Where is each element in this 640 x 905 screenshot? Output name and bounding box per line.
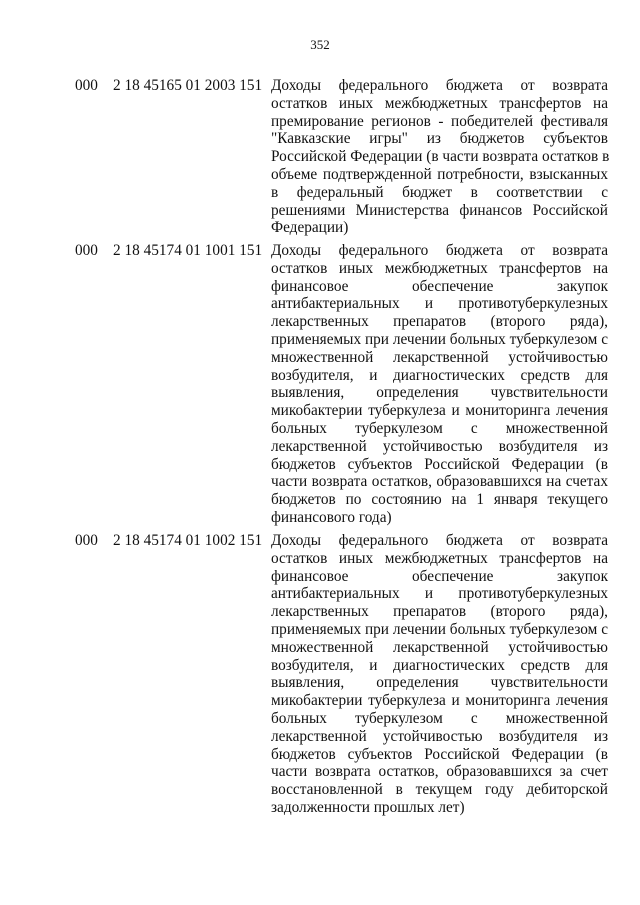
description-line: в федеральный бюджет в соответствии с [271, 183, 608, 201]
description-line: финансового года) [271, 508, 392, 526]
description-line: микобактерии туберкулеза и мониторинга лечения [271, 402, 608, 420]
entry-description [271, 532, 608, 817]
admin-code: 000 [75, 242, 98, 259]
description-line: выявления, определения чувствительности [271, 674, 608, 692]
admin-code: 000 [75, 77, 98, 94]
description-line: множественной лекарственной устойчивостью [271, 348, 608, 366]
description-line: множественной лекарственной устойчивостью [271, 638, 608, 656]
description-line: антибактериальных и противотуберкулезных [271, 295, 608, 313]
description-line: финансовое обеспечение закупок [271, 567, 608, 585]
description-line: бюджетов субъектов Российской Федерации (в [271, 745, 608, 763]
description-line: лекарственной устойчивостью возбудителя из [271, 727, 608, 745]
description-line: остатков иных межбюджетных трансфертов на [271, 549, 608, 567]
description-line: решениями Министерства финансов Российской [271, 201, 608, 219]
description-line: Российской Федерации (в части возврата остатков в [271, 148, 610, 166]
description-line: микобактерии туберкулеза и мониторинга лечения [271, 692, 608, 710]
description-line: выявления, определения чувствительности [271, 384, 608, 402]
description-line: лекарственных препаратов (второго ряда), [271, 313, 608, 331]
description-line: бюджетов субъектов Российской Федерации (в [271, 455, 608, 473]
description-line: больных туберкулезом с множественной [271, 709, 608, 727]
description-line: применяемых при лечении больных туберкулезом с [271, 330, 608, 348]
admin-code: 000 [75, 532, 98, 549]
description-line: возбудителя, и диагностических средств для [271, 366, 608, 384]
description-line: Федерации) [271, 219, 349, 237]
description-line: лекарственной устойчивостью возбудителя из [271, 437, 608, 455]
page-number: 352 [310, 37, 330, 52]
description-line: задолженности прошлых лет) [271, 798, 465, 816]
entry-description [271, 77, 608, 237]
description-line: объеме подтвержденной потребности, взысканных [271, 165, 608, 183]
description-line: премирование регионов - победителей фестиваля [271, 112, 608, 130]
kbk-code: 2 18 45174 01 1002 151 [113, 532, 263, 549]
description-line: больных туберкулезом с множественной [271, 419, 608, 437]
description-line: применяемых при лечении больных туберкулезом с [271, 620, 608, 638]
kbk-code: 2 18 45174 01 1001 151 [113, 242, 263, 259]
description-line: лекарственных препаратов (второго ряда), [271, 603, 608, 621]
description-line: финансовое обеспечение закупок [271, 277, 608, 295]
description-line: остатков иных межбюджетных трансфертов на [271, 259, 608, 277]
description-line: возбудителя, и диагностических средств для [271, 656, 608, 674]
description-line: Доходы федерального бюджета от возврата [271, 242, 608, 259]
description-line: восстановленной в текущем году дебиторской [271, 781, 608, 799]
description-line: части возврата остатков, образовавшихся на счетах [271, 473, 608, 491]
description-line: Доходы федерального бюджета от возврата [271, 77, 608, 94]
kbk-code: 2 18 45165 01 2003 151 [113, 77, 263, 94]
description-line: части возврата остатков, образовавшихся за счет [271, 763, 608, 781]
entry-description [271, 242, 608, 527]
description-line: антибактериальных и противотуберкулезных [271, 585, 608, 603]
description-line: Доходы федерального бюджета от возврата [271, 532, 608, 549]
description-line: бюджетов по состоянию на 1 января текущего [271, 491, 608, 509]
description-line: "Кавказские игры" из бюджетов субъектов [271, 130, 608, 148]
description-line: остатков иных межбюджетных трансфертов на [271, 94, 608, 112]
